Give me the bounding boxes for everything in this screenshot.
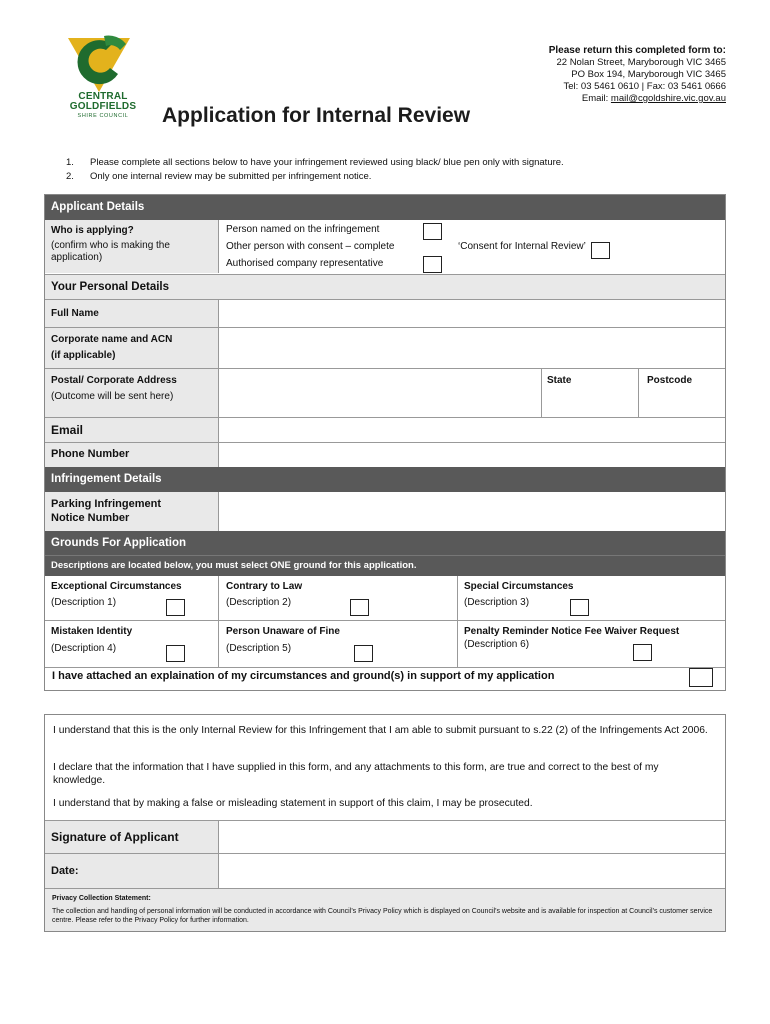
- section-header-applicant: Applicant Details: [45, 195, 725, 220]
- privacy-title: Privacy Collection Statement:: [52, 895, 151, 902]
- option-company-rep: Authorised company representative: [226, 258, 384, 269]
- option-named-person: Person named on the infringement: [226, 224, 380, 235]
- who-applying-label-cell: [45, 220, 219, 273]
- who-applying-sub: (confirm who is making the application): [51, 240, 170, 263]
- ground-contrary-cell: [220, 576, 458, 620]
- page-title: Application for Internal Review: [162, 104, 471, 127]
- return-phone-fax: Tel: 03 5461 0610 | Fax: 03 5461 0666: [563, 81, 726, 92]
- return-po-box: PO Box 194, Maryborough VIC 3465: [571, 69, 726, 80]
- option-other-person: Other person with consent – complete: [226, 241, 395, 252]
- state-label: State: [547, 375, 572, 386]
- ground-desc: (Description 3): [464, 597, 530, 608]
- return-email-line: [549, 93, 726, 105]
- logo-wordmark: [58, 92, 148, 120]
- ground-special-cell: [458, 576, 725, 620]
- declaration-p2: I declare that the information that I have supplied in this form, and any attachments to this form, are true and correct to the best of my knowledge.: [53, 762, 659, 786]
- corporate-label: Corporate name and ACN: [51, 334, 173, 345]
- checkbox-ground-exceptional[interactable]: [166, 599, 185, 616]
- consent-label: ‘Consent for Internal Review’: [458, 241, 586, 252]
- date-label: Date:: [51, 865, 79, 877]
- ground-fee-waiver-cell: [458, 621, 725, 667]
- logo-line1: CENTRAL: [78, 91, 128, 102]
- ground-name: Contrary to Law: [226, 581, 303, 592]
- email-link[interactable]: mail@cgoldshire.vic.gov.au: [610, 93, 726, 104]
- checkbox-ground-special[interactable]: [570, 599, 589, 616]
- instruction-number: 2.: [66, 171, 74, 182]
- declaration-p1: I understand that this is the only Internal Review for this Infringement that I am able to submit pursuant to s.22 (2) of the Infringements Act 2006.: [53, 725, 708, 736]
- phone-label: Phone Number: [51, 448, 130, 460]
- attached-explanation-label: I have attached an explaination of my circumstances and ground(s) in support of my application: [52, 670, 555, 682]
- corporate-sub: (if applicable): [51, 350, 116, 361]
- ground-name: Special Circumstances: [464, 581, 574, 592]
- instruction-text: Please complete all sections below to have your infringement reviewed using black/ blue pen only with signature.: [90, 157, 564, 168]
- phone-label-cell: [45, 443, 219, 467]
- checkbox-attached-explanation[interactable]: [689, 668, 713, 687]
- instruction-number: 1.: [66, 157, 74, 168]
- ground-name: Penalty Reminder Notice Fee Waiver Request: [464, 626, 680, 637]
- logo-line3: SHIRE COUNCIL: [77, 113, 129, 119]
- phone-field[interactable]: [220, 443, 725, 467]
- checkbox-ground-mistaken[interactable]: [166, 645, 185, 662]
- checkbox-company-rep[interactable]: [423, 256, 442, 273]
- application-form-table: [44, 194, 726, 691]
- email-field[interactable]: [220, 418, 725, 442]
- date-label-cell: [45, 854, 219, 888]
- email-label: Email:: [581, 93, 611, 104]
- postcode-label: Postcode: [647, 375, 693, 386]
- date-field[interactable]: [220, 854, 725, 888]
- declaration-box: [44, 714, 726, 932]
- privacy-statement: [45, 889, 725, 931]
- declaration-p3: I understand that by making a false or misleading statement in support of this claim, I may be prosecuted.: [53, 798, 533, 809]
- ground-desc: (Description 4): [51, 643, 117, 654]
- ground-name: Exceptional Circumstances: [51, 581, 182, 592]
- who-applying-label: Who is applying?: [51, 225, 134, 236]
- postal-sub: (Outcome will be sent here): [51, 391, 174, 402]
- instruction-item: [66, 170, 564, 184]
- ground-desc: (Description 2): [226, 597, 292, 608]
- return-title: Please return this completed form to:: [548, 45, 726, 56]
- postal-address-field[interactable]: [220, 369, 541, 417]
- logo-line2: GOLDFIELDS: [69, 101, 137, 112]
- signature-field[interactable]: [220, 821, 725, 853]
- return-address-block: [549, 45, 726, 105]
- ground-desc: (Description 6): [464, 639, 530, 650]
- full-name-label-cell: [45, 300, 219, 327]
- return-address: 22 Nolan Street, Maryborough VIC 3465: [556, 57, 726, 68]
- postal-label: Postal/ Corporate Address: [51, 375, 177, 386]
- section-header-infringement: Infringement Details: [45, 467, 725, 492]
- notice-number-field[interactable]: [220, 492, 725, 531]
- ground-mistaken-cell: [45, 621, 219, 667]
- ground-exceptional-cell: [45, 576, 219, 620]
- corporate-label-cell: [45, 328, 219, 368]
- notice-number-label-1: Parking Infringement: [51, 498, 162, 510]
- checkbox-named-person[interactable]: [423, 223, 442, 240]
- ground-unaware-cell: [220, 621, 458, 667]
- section-header-grounds: Grounds For Application: [45, 531, 725, 555]
- ground-desc: (Description 1): [51, 597, 117, 608]
- email-label: Email: [51, 423, 84, 437]
- ground-name: Person Unaware of Fine: [226, 626, 340, 637]
- email-label-cell: [45, 418, 219, 442]
- notice-number-label-2: Notice Number: [51, 512, 130, 524]
- postal-label-cell: [45, 369, 219, 417]
- postcode-field[interactable]: [639, 369, 725, 417]
- instruction-text: Only one internal review may be submitted per infringement notice.: [90, 171, 372, 182]
- checkbox-ground-fee-waiver[interactable]: [633, 644, 652, 661]
- notice-number-label-cell: [45, 492, 219, 531]
- full-name-label: Full Name: [51, 308, 99, 319]
- ground-name: Mistaken Identity: [51, 626, 133, 637]
- signature-label: Signature of Applicant: [51, 830, 179, 844]
- instruction-item: [66, 156, 564, 170]
- instructions-list: [66, 156, 564, 184]
- state-field[interactable]: [542, 369, 638, 417]
- grounds-subheader: Descriptions are located below, you must select ONE ground for this application.: [45, 555, 725, 576]
- full-name-field[interactable]: [220, 300, 725, 327]
- section-header-personal: Your Personal Details: [45, 274, 725, 299]
- ground-desc: (Description 5): [226, 643, 292, 654]
- checkbox-other-person-consent[interactable]: [591, 242, 610, 259]
- privacy-text: The collection and handling of personal information will be conducted in accordance with Council’s Privacy Policy which is displayed on Council’s website and is available for inspection at Council’s customer service centre. Please refer to the Privacy Policy for further information.: [52, 908, 713, 924]
- checkbox-ground-unaware[interactable]: [354, 645, 373, 662]
- checkbox-ground-contrary[interactable]: [350, 599, 369, 616]
- corporate-field[interactable]: [220, 328, 725, 368]
- signature-label-cell: [45, 821, 219, 853]
- divider: [45, 667, 725, 668]
